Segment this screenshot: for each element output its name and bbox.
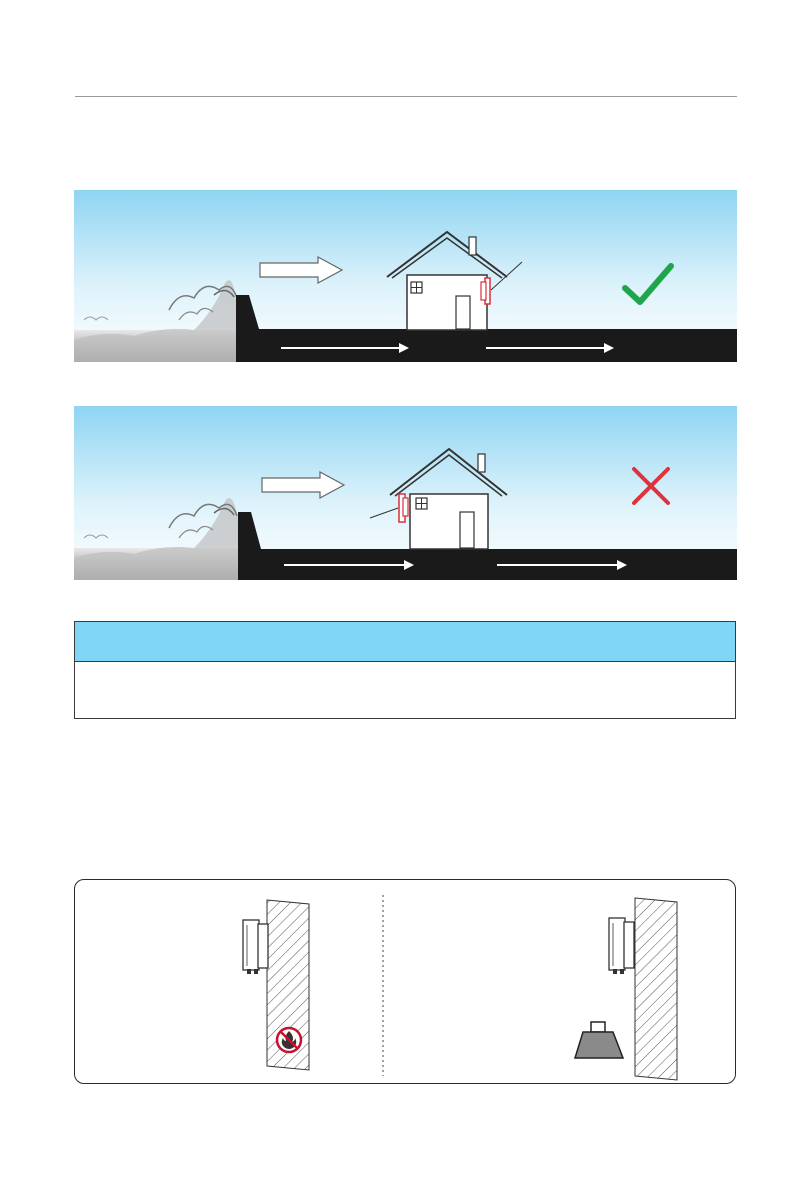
weight-icon xyxy=(575,1022,623,1058)
header-rule xyxy=(75,96,737,97)
inverter-icon xyxy=(243,920,268,974)
coastal-correct-figure xyxy=(74,190,737,362)
wall-icon xyxy=(635,898,677,1080)
notice-box xyxy=(74,621,736,719)
inverter-icon xyxy=(609,918,634,974)
notice-body xyxy=(75,662,735,718)
no-fire-icon xyxy=(277,1028,301,1052)
installation-figure xyxy=(74,879,736,1084)
coastal-incorrect-figure xyxy=(74,406,737,580)
notice-header xyxy=(75,622,735,662)
